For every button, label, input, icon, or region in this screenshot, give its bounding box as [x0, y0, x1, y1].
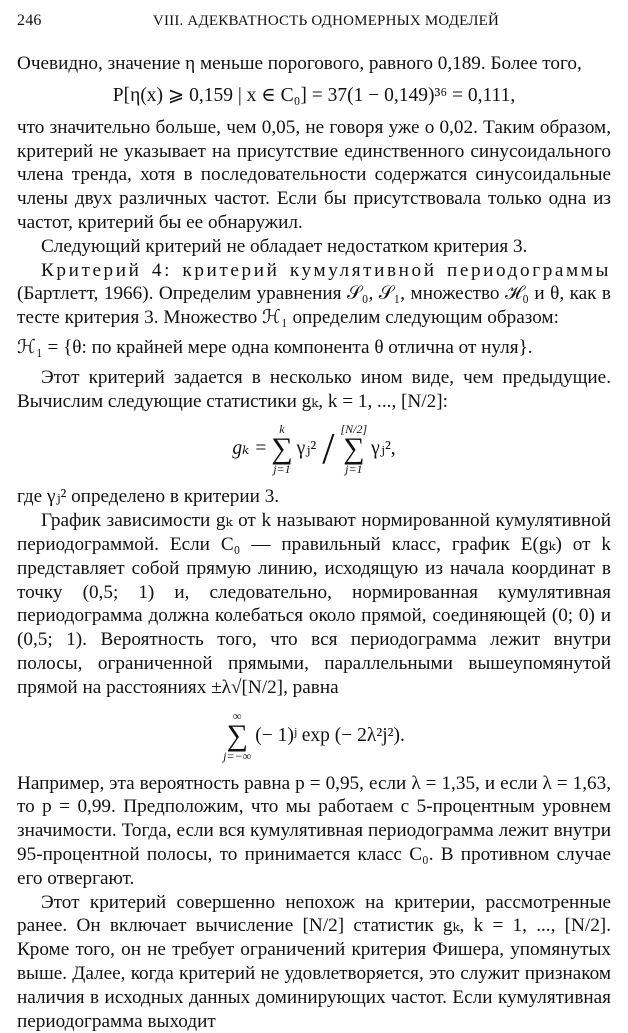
running-title: VIII. АДЕКВАТНОСТЬ ОДНОМЕРНЫХ МОДЕЛЕЙ — [152, 13, 500, 29]
formula-probability: P[η(x) ⩾ 0,159 | x ∈ C₀] = 37(1 − 0,149)³⁶ = 0,111, — [112, 84, 516, 106]
page-number: 246 — [17, 12, 42, 29]
paragraph-2: что значительно больше, чем 0,05, не говоря уже о 0,02. Таким образом, критерий не указывает на присутствие единственного синусоидального члена тренда, хотя в последовательности содержатся синусоидальные члены двух различных частот. Если бы присутствовала только одна из частот, критерий бы ее обнаружил. — [17, 116, 611, 233]
paragraph-8: Например, эта вероятность равна p = 0,95, если λ = 1,35, и если λ = 1,63, то p = 0,99. Предположим, что мы работаем с 5-процентным уровнем значимости. Тогда, если вся кумулятивная периодограмма лежит внутри 95-процентной полосы, то принимается класс C₀. В противном случае его отвергают. — [17, 772, 611, 889]
sum2-upper: [N/2] — [340, 422, 368, 437]
formula-gk — [17, 423, 611, 475]
sum1-lower: j=1 — [273, 462, 291, 477]
sum-operator-1: k ∑ j=1 — [271, 422, 293, 477]
criterion-4-title: Критерий 4: критерий кумулятивной периодограммы — [41, 259, 611, 281]
formula-gk-body: gₖ = k ∑ j=1 γⱼ² / [N/2] ∑ j=1 γⱼ², — [232, 422, 396, 477]
sum2-lower: j=1 — [345, 462, 363, 477]
criterion-4-text: (Бартлетт, 1966). Определим уравнения 𝒮₀, 𝒮₁, множество ℋ₀ и θ, как в тесте критерия 3. Множество ℋ₁ определим следующим образом: — [17, 283, 611, 329]
hypothesis-h1: ℋ₁ = {θ: по крайней мере одна компонента θ отлична от нуля}. — [17, 336, 533, 358]
paragraph-7: График зависимости gₖ от k называют нормированной кумулятивной периодограммой. Если C₀ — правильный класс, график E(gₖ) от k представляет собой прямую линию, исходящую из начала координат в точку (0,5; 1) и, следовательно, нормированная кумулятивная периодограмма должна колебаться около прямой, соединяющей (0; 0) и (0,5; 1). Вероятность того, что вся периодограмма лежит внутри полосы, ограниченной прямыми, параллельными вышеупомянутой прямой на расстояниях ±λ√[N/2], равна — [17, 510, 611, 698]
paragraph-9: Этот критерий совершенно непохож на критерии, рассмотренные ранее. Он включает вычисление [N/2] статистик gₖ, k = 1, ..., [N/2]. Кроме того, он не требует ограничений критерия Фишера, упомянутых выше. Далее, когда критерий не удовлетворяется, это служит признаком наличия в исходных данных доминирующих частот. Если кумулятивная периодограмма выходит — [17, 891, 611, 1032]
paragraph-3: Следующий критерий не обладает недостатком критерия 3. — [41, 235, 528, 257]
formula-gk-left: gₖ = — [232, 438, 268, 460]
paragraph-1: Очевидно, значение η меньше порогового, равного 0,189. Более того, — [17, 53, 582, 74]
sum3-upper: ∞ — [232, 708, 242, 723]
formula-gk-term1: γⱼ² — [296, 438, 317, 460]
sum-operator-2: [N/2] ∑ j=1 — [340, 422, 368, 477]
sum1-upper: k — [279, 422, 285, 437]
formula-gk-term2: γⱼ², — [371, 438, 396, 460]
paragraph-6: где γⱼ² определено в критерии 3. — [17, 486, 280, 508]
sum-operator-3: ∞ ∑ j=−∞ — [223, 708, 252, 763]
formula-series-body — [223, 710, 405, 762]
formula-series-term: (− 1)ʲ exp (− 2λ²j²). — [255, 724, 405, 746]
paragraph-4 — [17, 259, 611, 330]
sum3-lower: j=−∞ — [223, 748, 252, 763]
page-header — [17, 12, 611, 30]
formula-series — [17, 710, 611, 762]
paragraph-5: Этот критерий задается в несколько ином виде, чем предыдущие. Вычислим следующие статистики gₖ, k = 1, ..., [N/2]: — [17, 366, 611, 412]
